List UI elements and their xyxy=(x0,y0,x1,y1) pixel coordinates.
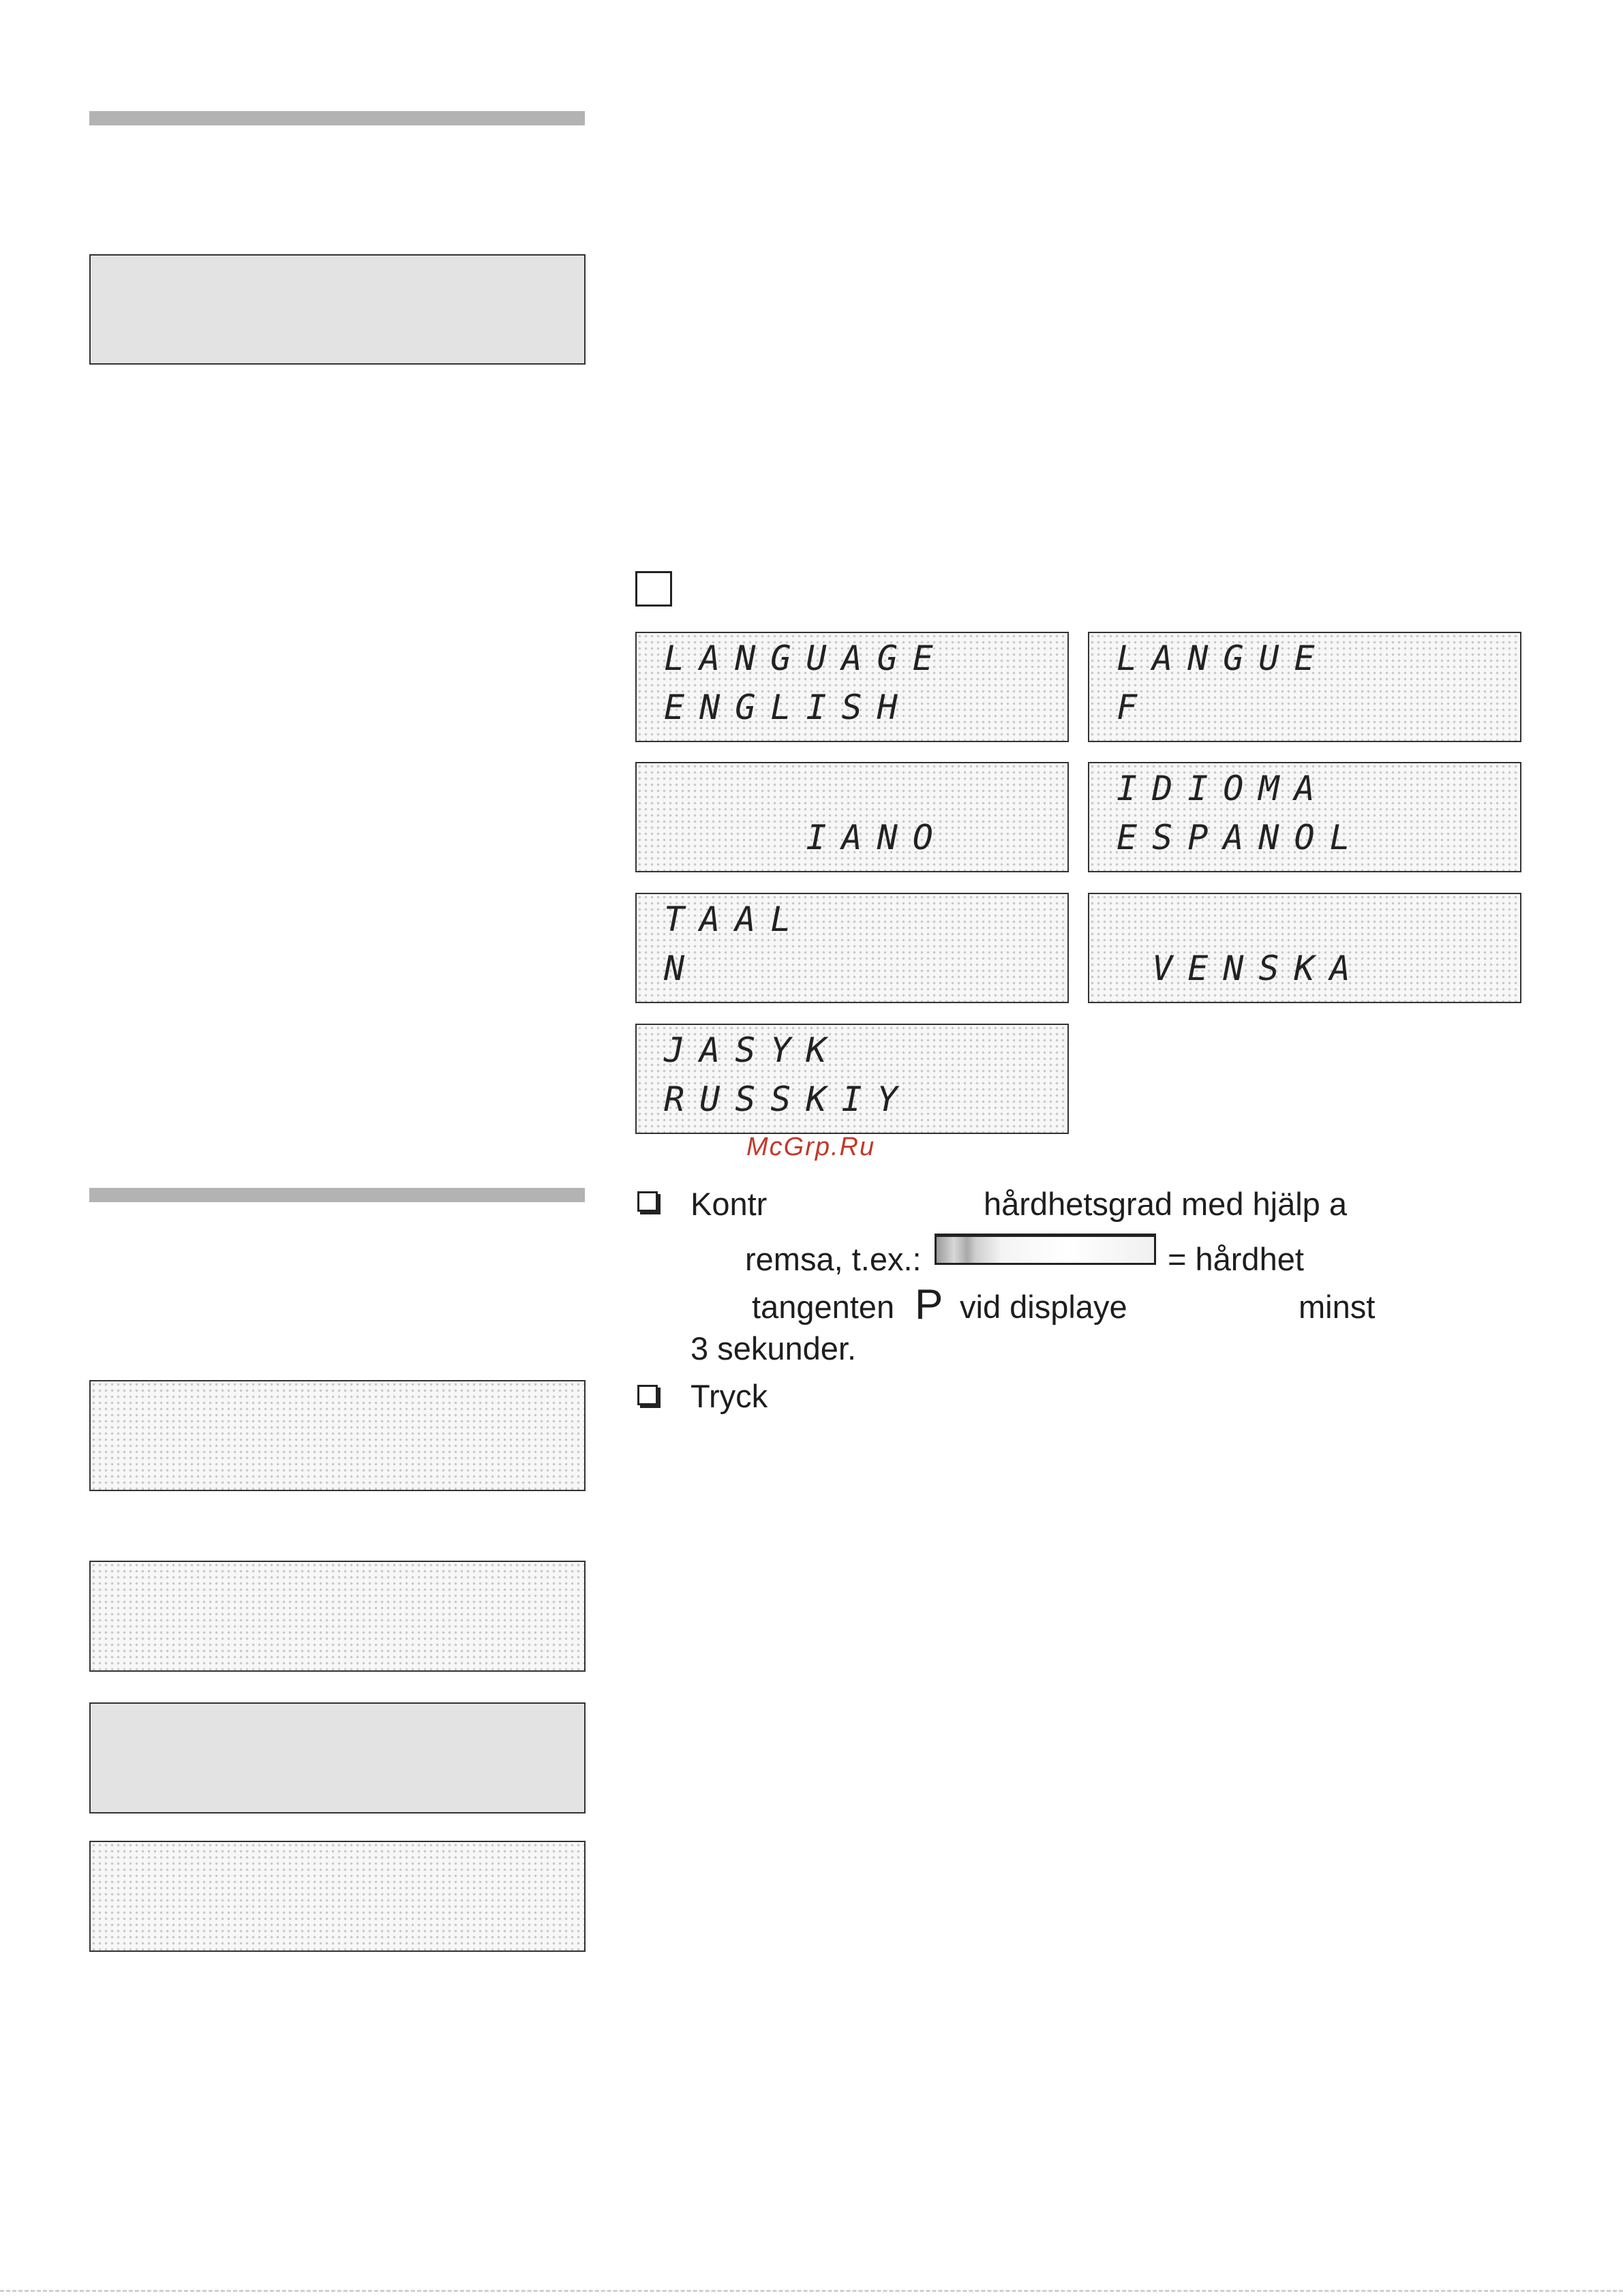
instruction-text: hårdhetsgrad med hjälp a xyxy=(984,1186,1348,1222)
instruction-text: 3 sekunder. xyxy=(691,1330,857,1366)
instruction-text: remsa, t.ex.: xyxy=(745,1241,922,1277)
lcd-panel-language xyxy=(635,632,1069,742)
lcd-panel-jasyk xyxy=(635,1024,1069,1134)
watermark-text: McGrp.Ru xyxy=(746,1133,876,1161)
lcd-line-1: JASYK xyxy=(664,1030,842,1070)
lcd-line-2: F xyxy=(1117,688,1153,727)
instruction-text: vid displaye xyxy=(960,1289,1127,1325)
display-box-1 xyxy=(89,1380,586,1491)
test-strip-icon xyxy=(935,1234,1156,1265)
lcd-panel-venska xyxy=(1088,893,1521,1003)
lcd-line-2: VENSKA xyxy=(1117,949,1365,988)
lcd-panel-iano xyxy=(635,762,1069,872)
instruction-text: minst xyxy=(1299,1289,1376,1325)
instruction-text: Kontr xyxy=(691,1186,768,1222)
lcd-line-2: IANO xyxy=(664,818,948,857)
step-checkbox[interactable] xyxy=(635,571,672,607)
lcd-line-1: LANGUE xyxy=(1117,639,1330,678)
p-key-label: P xyxy=(915,1281,943,1328)
page-footer-line xyxy=(0,2290,1623,2292)
instruction-text: Tryck xyxy=(691,1378,768,1414)
lcd-panel-taal xyxy=(635,893,1069,1003)
lcd-line-2: ENGLISH xyxy=(664,688,913,727)
instruction-text: tangenten xyxy=(752,1289,895,1325)
list-bullet-icon xyxy=(637,1191,658,1212)
lcd-line-2: ESPANOL xyxy=(1117,818,1365,857)
lcd-panel-idioma xyxy=(1088,762,1521,872)
lcd-line-2: N xyxy=(664,949,700,988)
lcd-line-1: IDIOMA xyxy=(1117,769,1330,808)
display-box-3 xyxy=(89,1841,586,1952)
lcd-panel-langue xyxy=(1088,632,1521,742)
lcd-line-1: TAAL xyxy=(664,900,806,939)
section-rule-top xyxy=(89,111,585,125)
note-box-2 xyxy=(89,1702,586,1813)
section-rule-middle xyxy=(89,1188,585,1202)
display-box-2 xyxy=(89,1561,586,1672)
note-box-1 xyxy=(89,254,586,365)
instruction-text: = hårdhet xyxy=(1168,1241,1304,1277)
lcd-line-2: RUSSKIY xyxy=(664,1080,913,1119)
lcd-line-1: LANGUAGE xyxy=(664,639,948,678)
list-bullet-icon xyxy=(637,1385,658,1405)
